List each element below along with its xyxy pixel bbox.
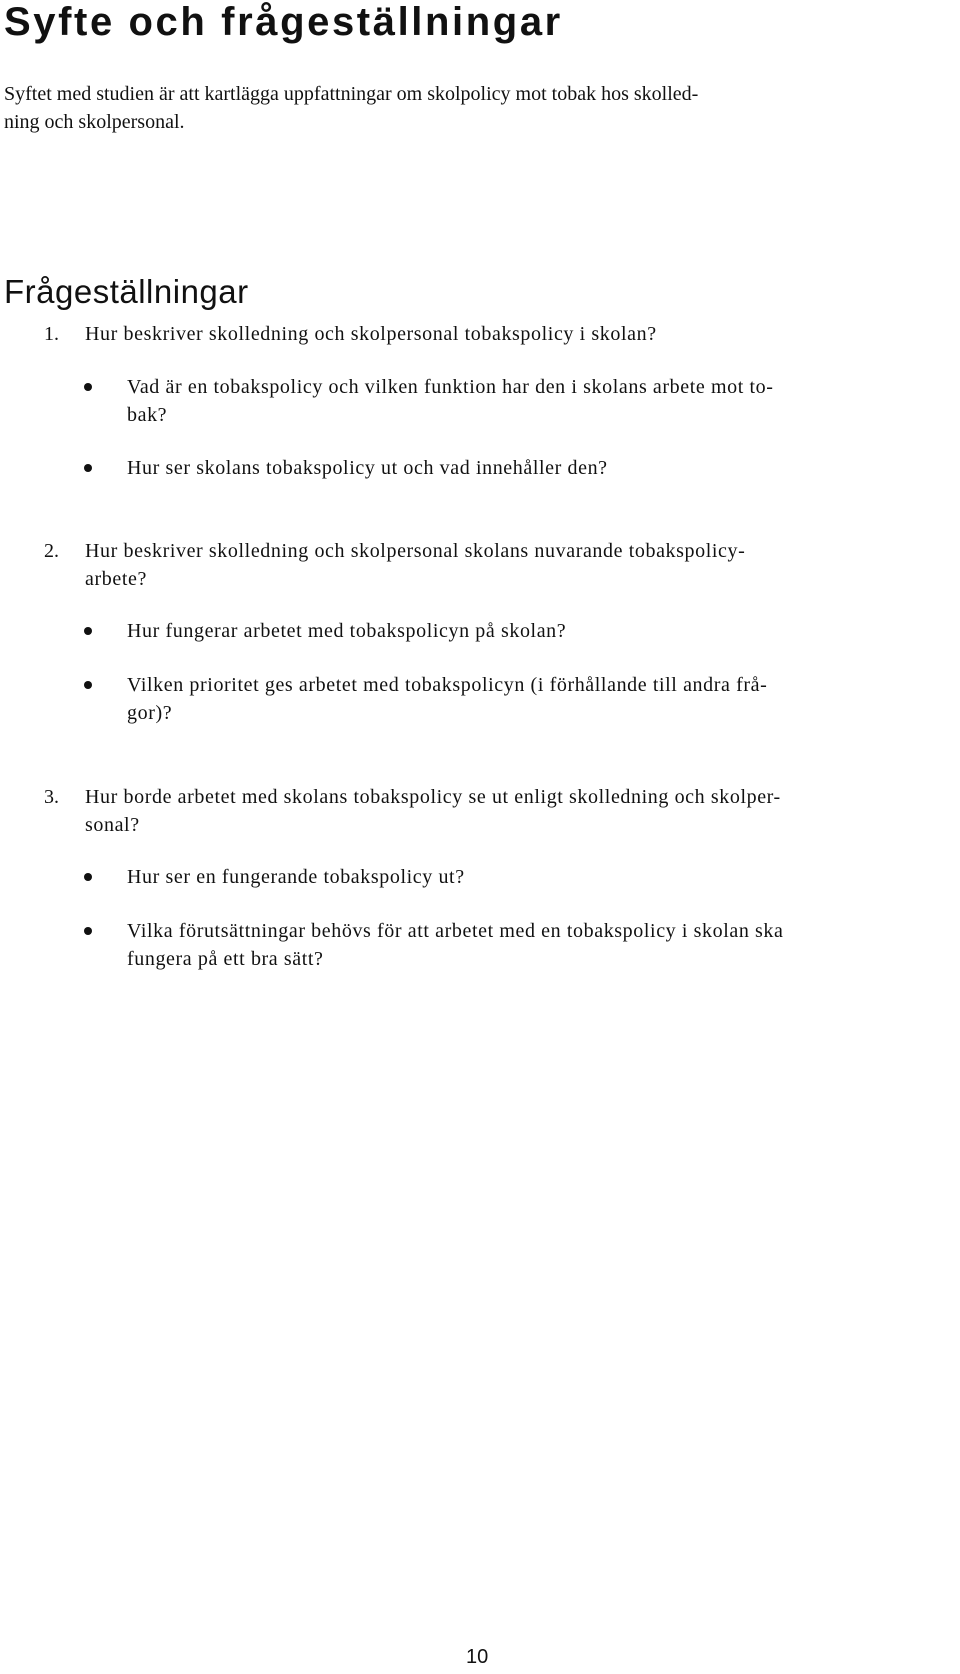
bullet-icon [84, 681, 92, 689]
intro-paragraph [4, 80, 936, 136]
question-text [85, 783, 945, 839]
page-number: 10 [466, 1646, 489, 1668]
bullet-text [127, 373, 947, 429]
bullet-text [127, 917, 947, 973]
question-line: sonal? [85, 814, 140, 836]
question-text [85, 537, 945, 593]
bullet-icon [84, 873, 92, 881]
question-text [85, 320, 945, 348]
bullet-line: fungera på ett bra sätt? [127, 948, 324, 970]
question-number: 2. [44, 540, 59, 562]
bullet-icon [84, 383, 92, 391]
section-heading: Frågeställningar [4, 273, 249, 310]
bullet-line: Vilka förutsättningar behövs för att arbetet med en tobakspolicy i skolan ska [127, 920, 784, 942]
question-line: arbete? [85, 568, 147, 590]
question-line: Hur borde arbetet med skolans tobakspolicy se ut enligt skolledning och skolper- [85, 786, 781, 808]
bullet-line: Hur ser skolans tobakspolicy ut och vad innehåller den? [127, 457, 608, 479]
bullet-line: Hur ser en fungerande tobakspolicy ut? [127, 866, 465, 888]
bullet-text [127, 617, 947, 645]
question-number: 3. [44, 786, 59, 808]
bullet-line: gor)? [127, 702, 173, 724]
bullet-text [127, 454, 947, 482]
question-line: Hur beskriver skolledning och skolpersonal skolans nuvarande tobakspolicy- [85, 540, 746, 562]
question-line: Hur beskriver skolledning och skolpersonal tobakspolicy i skolan? [85, 323, 657, 345]
page-title: Syfte och frågeställningar [4, 0, 563, 44]
bullet-icon [84, 464, 92, 472]
bullet-text [127, 671, 947, 727]
bullet-line: bak? [127, 404, 168, 426]
bullet-icon [84, 627, 92, 635]
intro-line: ning och skolpersonal. [4, 111, 185, 133]
question-number: 1. [44, 323, 59, 345]
bullet-text [127, 863, 947, 891]
bullet-icon [84, 927, 92, 935]
intro-line: Syftet med studien är att kartlägga uppfattningar om skolpolicy mot tobak hos skolled- [4, 83, 699, 105]
bullet-line: Vilken prioritet ges arbetet med tobakspolicyn (i förhållande till andra frå- [127, 674, 768, 696]
bullet-line: Hur fungerar arbetet med tobakspolicyn på skolan? [127, 620, 567, 642]
bullet-line: Vad är en tobakspolicy och vilken funktion har den i skolans arbete mot to- [127, 376, 774, 398]
